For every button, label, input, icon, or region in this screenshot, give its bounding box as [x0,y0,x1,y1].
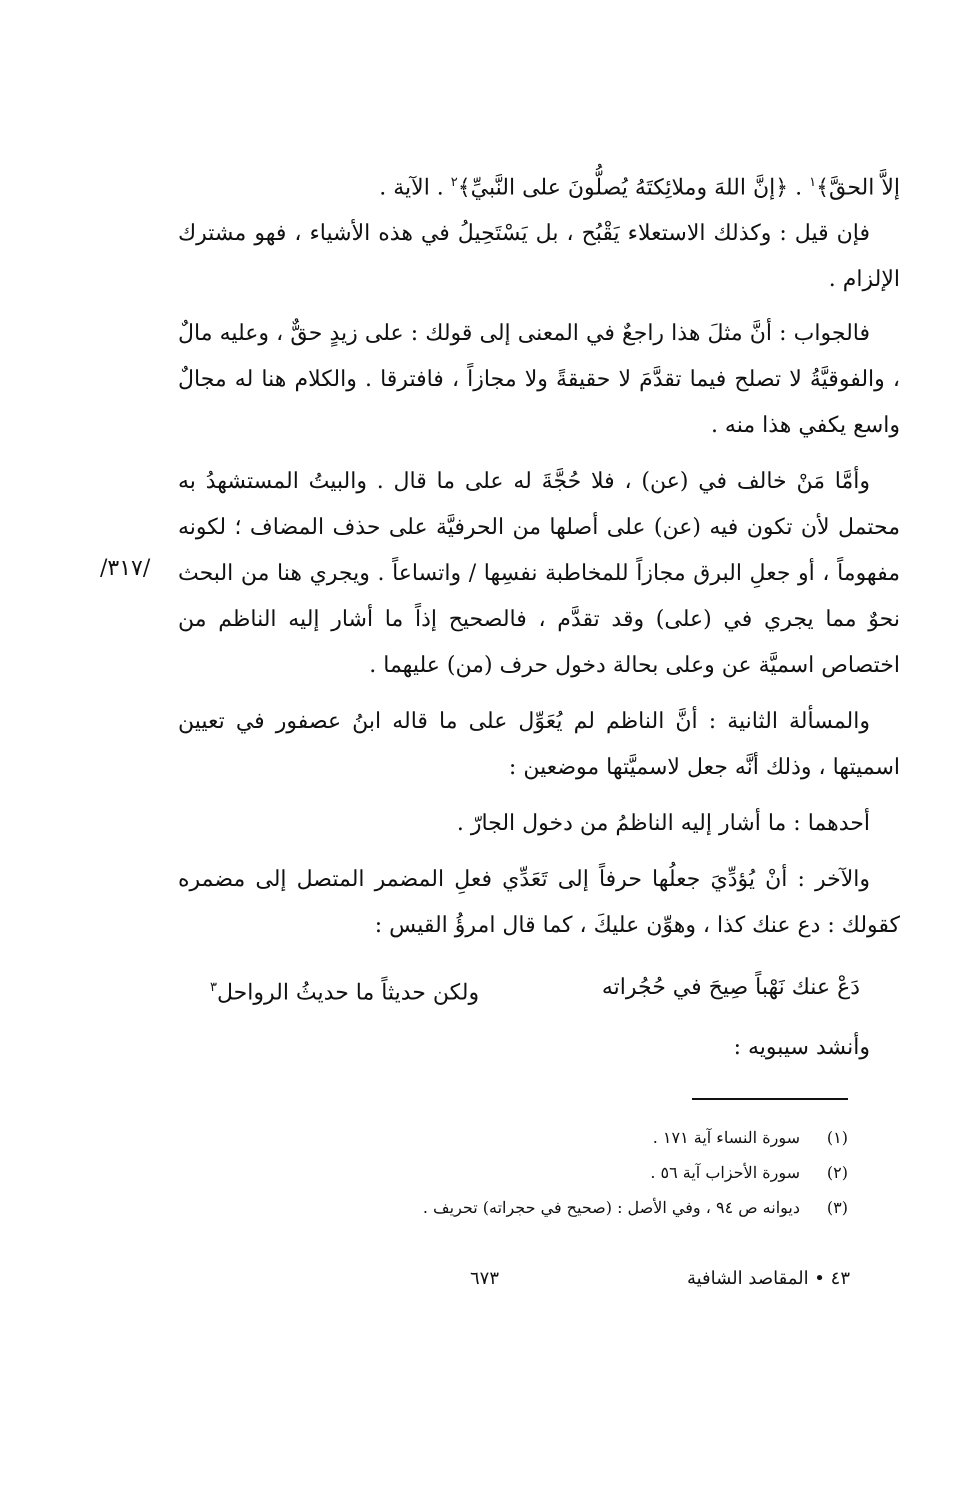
poetry-verse [210,965,860,1016]
footnote-divider [692,1098,848,1100]
paragraph-second-issue: والمسألة الثانية : أنَّ الناظم لم يُعَوِّل على ما قاله ابنُ عصفور في تعيين اسميتها ، وذلك أنَّه جعل لاسميَّتها موضعين : [178,709,900,781]
footnote-number: (١) [826,1128,848,1147]
main-text [178,160,900,949]
footnote-ref-3[interactable]: ٣ [210,980,217,995]
footnote-number: (٢) [826,1163,848,1182]
footnote-ref-2[interactable]: ٢ [450,175,458,190]
paragraph-sibawayh: وأنشد سيبويه : [733,1035,870,1060]
footnote-ref-1[interactable]: ١ [809,175,817,190]
paragraph-objection: فإن قيل : وكذلك الاستعلاء يَقْبُح ، بل يَسْتَحِيلُ في هذه الأشياء ، فهو مشترك الإلزام . [178,221,900,293]
footnote-item [300,1120,848,1155]
page-number: ٦٧٣ [470,1268,500,1289]
paragraph-first-case: أحدهما : ما أشار إليه الناظمُ من دخول الجارّ . [456,811,870,837]
verse-second-hemistich: ولكن حديثاً ما حديثُ الرواحل$^٣$ [210,980,480,1006]
footnote-text: سورة الأحزاب آية ٥٦ . [650,1163,800,1182]
paragraph-second-case: والآخر : أنْ يُؤدِّيَ جعلُها حرفاً إلى تَعَدِّي فعلِ المضمر المتصل إلى مضمره كقولك : دع عنك كذا ، وهوِّن عليكَ ، كما قال امرؤُ القيس : [178,867,900,939]
footnote-text: سورة النساء آية ١٧١ . [652,1128,800,1147]
margin-folio-note: /٣١٧/ [100,556,151,581]
paragraph-answer: فالجواب : أنَّ مثلَ هذا راجعٌ في المعنى إلى قولك : على زيدٍ حقٌّ ، وعليه مالٌ ، والفوقيَّةُ لا تصلح فيما تقدَّمَ لا حقيقةً ولا مجازاً ، فافترقا . والكلام هنا له مجالٌ واسع يكفي هذا منه . [178,321,900,439]
running-head: ٤٣ • المقاصد الشافية [686,1268,850,1289]
footnote-item [300,1155,848,1190]
verse-first-hemistich: دَعْ عنك نَهْباً صِيحَ في حُجُراته [601,975,860,1000]
footnote-item [300,1190,848,1225]
paragraph-an: وأمَّا مَنْ خالف في (عن) ، فلا حُجَّةَ له على ما قال . والبيتُ المستشهدُ به محتمل لأن تكون فيه (عن) على أصلها من الحرفيَّة على حذف المضاف ؛ لكونه مفهوماً ، أو جعلِ البرق مجازاً للمخاطبة نفسِها / واتساعاً . ويجري هنا من البحث نحوٌ مما يجري في (على) وقد تقدَّم ، فالصحيح إذاً ما أشار إليه الناظم من اختصاص اسميَّة عن وعلى بحالة دخول حرف (من) عليهما . [178,469,901,679]
footnote-number: (٣) [826,1198,848,1217]
footnotes [300,1120,848,1225]
paragraph-verse-quote: إلاَّ الحقَّ﴾$^١$ . ﴿إنَّ اللهَ وملائِكتَهُ يُصلُّونَ على النَّبيِّ﴾$^٢$ . الآية . [379,175,900,201]
footnote-text: ديوانه ص ٩٤ ، وفي الأصل : (صحيح في حجراته) تحريف . [422,1198,800,1217]
